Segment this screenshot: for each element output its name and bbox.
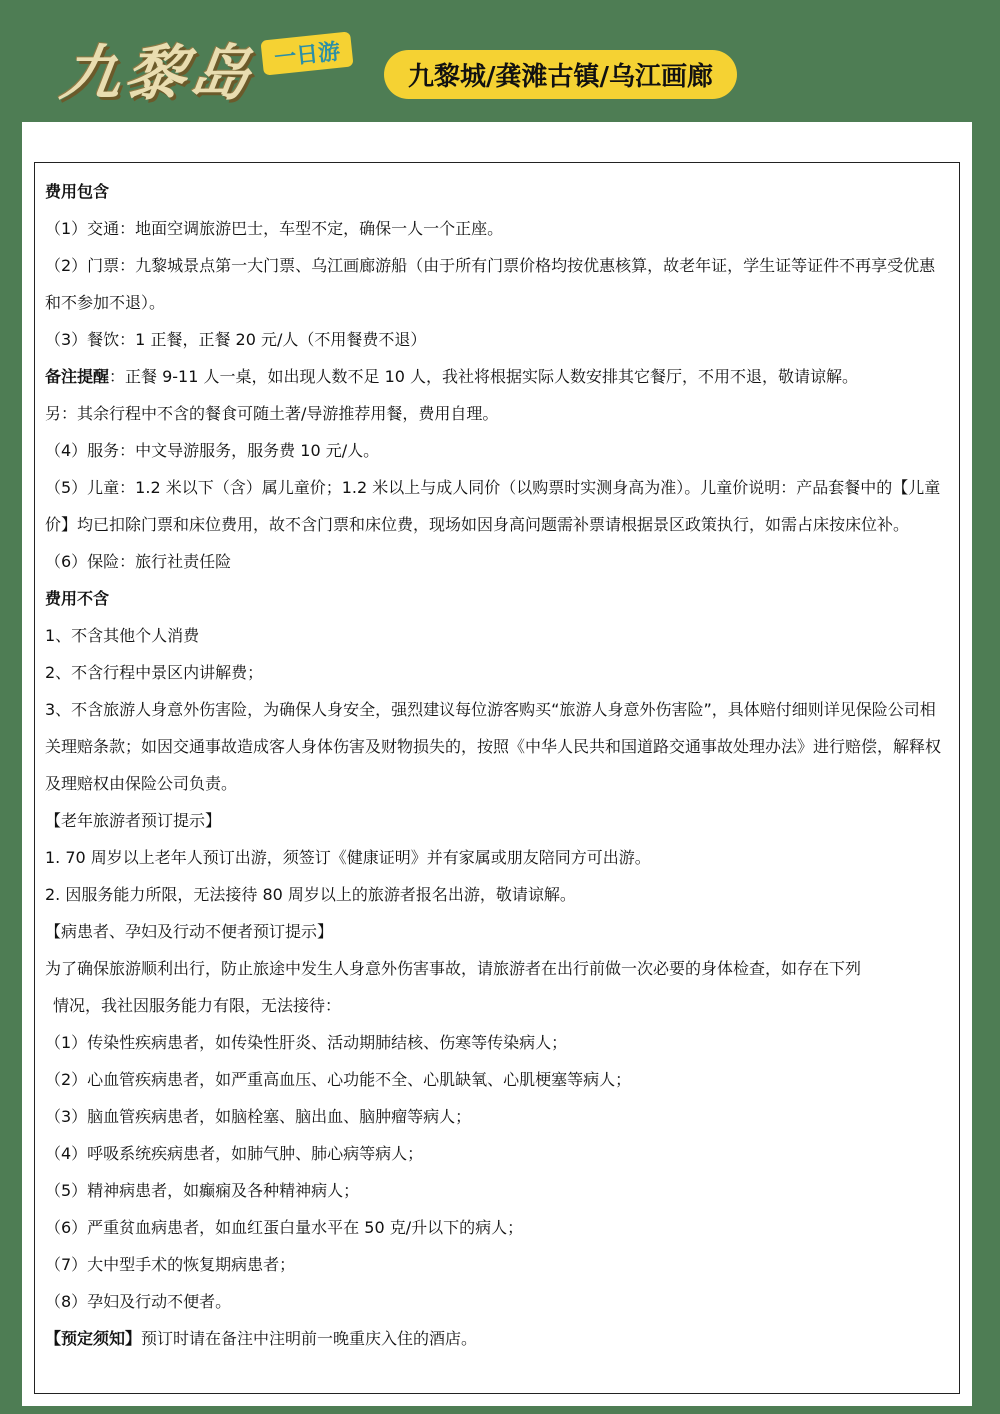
document-page (22, 122, 972, 1406)
patient-item-5: （5）精神病患者，如癫痫及各种精神病人； (45, 1181, 360, 1200)
elder-heading: 【老年旅游者预订提示】 (45, 811, 222, 830)
brand-logo: 九黎岛 (56, 39, 259, 109)
patient-item-6: （6）严重贫血病患者，如血红蛋白量水平在 50 克/升以下的病人； (45, 1218, 524, 1237)
include-tickets: （2）门票：九黎城景点第一大门票、乌江画廊游船（由于所有门票价格均按优惠核算，故老年证，学生证等证件不再享受优惠和不参加不退）。 (45, 256, 936, 312)
booking-note (45, 1320, 949, 1357)
exclude-item-3: 3、不含旅游人身意外伤害险，为确保人身安全，强烈建议每位游客购买“旅游人身意外伤害险”，具体赔付细则详见保险公司相关理赔条款；如因交通事故造成客人身体伤害及财物损失的，按照《中华人民共和国道路交通事故处理办法》进行赔偿，解释权及理赔权由保险公司负责。 (45, 700, 942, 793)
exclude-item-1: 1、不含其他个人消费 (45, 626, 200, 645)
patient-intro-2: 情况，我社因服务能力有限，无法接待： (53, 996, 342, 1015)
fee-include-heading: 费用包含 (45, 182, 110, 201)
include-meals: （3）餐饮：1 正餐，正餐 20 元/人（不用餐费不退） (45, 330, 427, 349)
other-meals-note: 另：其余行程中不含的餐食可随土著/导游推荐用餐，费用自理。 (45, 404, 499, 423)
remark-label: 备注提醒 (45, 367, 110, 386)
elder-item-1: 1. 70 周岁以上老年人预订出游，须签订《健康证明》并有家属或朋友陪同方可出游。 (45, 848, 651, 867)
booking-label: 【预定须知】 (45, 1329, 142, 1348)
day-tour-badge: 一日游 (260, 31, 353, 75)
include-children: （5）儿童：1.2 米以下（含）属儿童价；1.2 米以上与成人同价（以购票时实测身高为准）。儿童价说明：产品套餐中的【儿童价】均已扣除门票和床位费用，故不含门票和床位费，现场如因身高问题需补票请根据景区政策执行，如需占床按床位补。 (45, 478, 941, 534)
booking-text: 预订时请在备注中注明前一晚重庆入住的酒店。 (141, 1329, 478, 1348)
remark-text: ：正餐 9-11 人一桌，如出现人数不足 10 人，我社将根据实际人数安排其它餐厅，不用不退，敬请谅解。 (109, 367, 859, 386)
elder-item-2: 2. 因服务能力所限，无法接待 80 周岁以上的旅游者报名出游，敬请谅解。 (45, 885, 576, 904)
patient-item-7: （7）大中型手术的恢复期病患者； (45, 1255, 296, 1274)
include-transport: （1）交通：地面空调旅游巴士，车型不定，确保一人一个正座。 (45, 219, 504, 238)
patient-intro-1: 为了确保旅游顺利出行，防止旅途中发生人身意外伤害事故，请旅游者在出行前做一次必要的身体检查，如存在下列 (45, 959, 862, 978)
patient-item-3: （3）脑血管疾病患者，如脑栓塞、脑出血、脑肿瘤等病人； (45, 1107, 472, 1126)
patient-item-1: （1）传染性疾病患者，如传染性肝炎、活动期肺结核、伤寒等传染病人； (45, 1033, 568, 1052)
patient-item-8: （8）孕妇及行动不便者。 (45, 1292, 232, 1311)
content-frame (34, 162, 960, 1394)
patient-item-2: （2）心血管疾病患者，如严重高血压、心功能不全、心肌缺氧、心肌梗塞等病人； (45, 1070, 632, 1089)
exclude-item-2: 2、不含行程中景区内讲解费； (45, 663, 264, 682)
route-title: 九黎城/龚滩古镇/乌江画廊 (384, 50, 737, 99)
fee-exclude-heading: 费用不含 (45, 589, 110, 608)
page-header (0, 0, 1000, 122)
patient-item-4: （4）呼吸系统疾病患者，如肺气肿、肺心病等病人； (45, 1144, 424, 1163)
remark-line (45, 358, 949, 395)
include-insurance: （6）保险：旅行社责任险 (45, 552, 232, 571)
patient-heading: 【病患者、孕妇及行动不便者预订提示】 (45, 922, 334, 941)
include-service: （4）服务：中文导游服务，服务费 10 元/人。 (45, 441, 380, 460)
